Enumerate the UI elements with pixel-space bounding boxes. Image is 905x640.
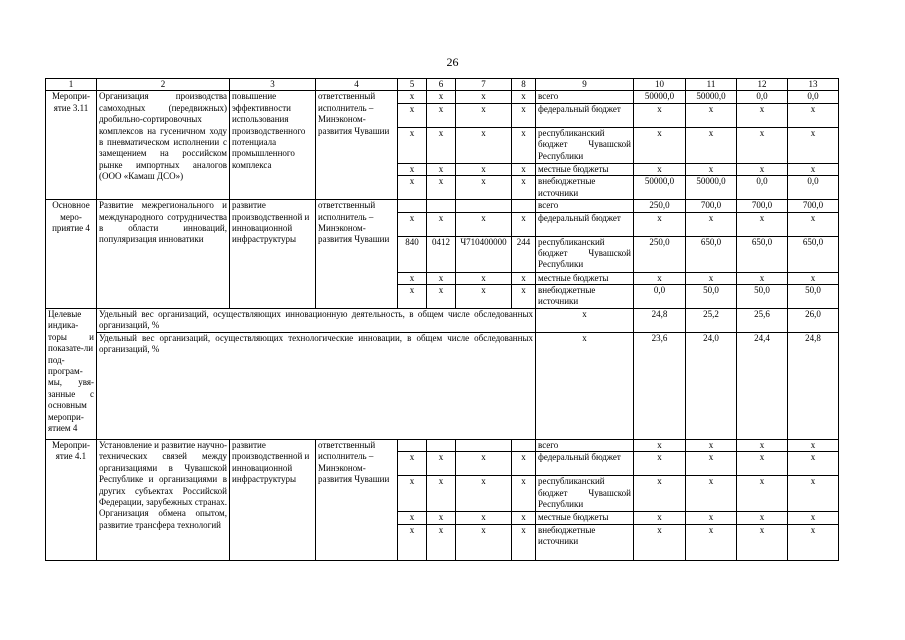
expense-group-cell: x xyxy=(512,127,536,163)
expense-group-cell: 244 xyxy=(512,236,536,272)
grbs-cell: x xyxy=(398,452,427,476)
value-cell: x xyxy=(634,440,686,452)
value-cell: x xyxy=(788,103,839,127)
header-cell: 4 xyxy=(316,79,398,91)
value-cell: x xyxy=(634,103,686,127)
target-article-cell: x xyxy=(456,512,512,524)
value-cell: 250,0 xyxy=(634,236,686,272)
funding-source: местные бюджеты xyxy=(536,512,634,524)
grbs-cell: x xyxy=(398,285,427,309)
value-cell: x xyxy=(686,163,737,175)
table-row xyxy=(46,200,839,212)
header-cell: 8 xyxy=(512,79,536,91)
value-cell: x xyxy=(788,163,839,175)
table-row xyxy=(46,91,839,103)
value-cell: 50,0 xyxy=(788,285,839,309)
value-cell: 0,0 xyxy=(634,285,686,309)
value-cell: 700,0 xyxy=(686,200,737,212)
value-cell: 650,0 xyxy=(686,236,737,272)
value-cell: x xyxy=(686,212,737,236)
page-number: 26 xyxy=(446,55,459,69)
indicator-source-cell: x xyxy=(536,333,634,440)
header-cell: 10 xyxy=(634,79,686,91)
section-cell: x xyxy=(427,163,456,175)
header-cell: 9 xyxy=(536,79,634,91)
expense-group-cell: x xyxy=(512,512,536,524)
value-cell: 24,8 xyxy=(634,309,686,333)
header-cell: 11 xyxy=(686,79,737,91)
value-cell: 24,8 xyxy=(788,333,839,440)
measure-goal: развитие производственной и инновационной инфраструктуры xyxy=(230,200,316,309)
measure-name: Меропри-ятие 4.1 xyxy=(46,440,97,561)
funding-source: внебюджетные источники xyxy=(536,524,634,560)
value-cell: 0,0 xyxy=(737,176,788,200)
section-cell xyxy=(427,200,456,212)
value-cell: 700,0 xyxy=(737,200,788,212)
value-cell: x xyxy=(634,452,686,476)
header-cell: 5 xyxy=(398,79,427,91)
section-cell: x xyxy=(427,127,456,163)
value-cell: 50000,0 xyxy=(686,176,737,200)
grbs-cell: 840 xyxy=(398,236,427,272)
funding-source: всего xyxy=(536,200,634,212)
measure-goal: развитие производственной и инновационной инфраструктуры xyxy=(230,440,316,561)
expense-group-cell xyxy=(512,440,536,452)
column-number-row xyxy=(46,79,839,91)
table-row xyxy=(46,309,839,333)
section-cell: x xyxy=(427,452,456,476)
expense-group-cell: x xyxy=(512,524,536,560)
value-cell: x xyxy=(686,524,737,560)
grbs-cell: x xyxy=(398,103,427,127)
target-article-cell: x xyxy=(456,212,512,236)
indicator-text: Удельный вес организаций, осуществляющих технологические инновации, в общем числе обследованных организаций, % xyxy=(97,333,536,440)
header-cell: 1 xyxy=(46,79,97,91)
value-cell: 50,0 xyxy=(686,285,737,309)
header-cell: 13 xyxy=(788,79,839,91)
value-cell: 50000,0 xyxy=(686,91,737,103)
expense-group-cell: x xyxy=(512,285,536,309)
indicator-text: Удельный вес организаций, осуществляющих инновационную деятельность, в общем числе обследованных организаций, % xyxy=(97,309,536,333)
grbs-cell xyxy=(398,440,427,452)
measure-executor: ответственный исполнитель – Минэконом-развития Чувашии xyxy=(316,440,398,561)
value-cell: x xyxy=(737,272,788,284)
header-cell: 12 xyxy=(737,79,788,91)
value-cell: x xyxy=(788,212,839,236)
expense-group-cell: x xyxy=(512,91,536,103)
value-cell: x xyxy=(737,476,788,512)
section-cell: x xyxy=(427,272,456,284)
expense-group-cell: x xyxy=(512,452,536,476)
target-article-cell: x xyxy=(456,272,512,284)
value-cell: 26,0 xyxy=(788,309,839,333)
measure-description: Организация производства самоходных (передвижных) дробильно-сортировочных комплексов на гусеничном ходу в пневматическом исполнении с замещением на российском рынке импортных аналогов (ООО «Камаш ДСО») xyxy=(97,91,230,200)
section-cell: x xyxy=(427,285,456,309)
header-cell: 2 xyxy=(97,79,230,91)
target-article-cell: x xyxy=(456,127,512,163)
value-cell: x xyxy=(686,103,737,127)
grbs-cell: x xyxy=(398,212,427,236)
value-cell: x xyxy=(737,512,788,524)
value-cell: 0,0 xyxy=(788,91,839,103)
value-cell: x xyxy=(634,476,686,512)
measure-description: Установление и развитие научно-технических связей между организациями в Чувашской Республике и организациями в других субъектах Российской Федерации, зарубежных странах. Организация обмена опытом, развитие трансфера технологий xyxy=(97,440,230,561)
value-cell: 700,0 xyxy=(788,200,839,212)
expense-group-cell xyxy=(512,200,536,212)
section-cell: x xyxy=(427,91,456,103)
funding-source: внебюджетные источники xyxy=(536,285,634,309)
grbs-cell: x xyxy=(398,476,427,512)
funding-source: федеральный бюджет xyxy=(536,103,634,127)
measure-executor: ответственный исполнитель – Минэконом-развития Чувашии xyxy=(316,200,398,309)
value-cell: x xyxy=(686,476,737,512)
grbs-cell: x xyxy=(398,524,427,560)
value-cell: x xyxy=(788,452,839,476)
value-cell: 50000,0 xyxy=(634,176,686,200)
section-cell: x xyxy=(427,103,456,127)
value-cell: x xyxy=(686,272,737,284)
value-cell: x xyxy=(737,163,788,175)
value-cell: x xyxy=(634,212,686,236)
measure-name: Меропри-ятие 3.11 xyxy=(46,91,97,200)
value-cell: x xyxy=(788,440,839,452)
section-cell: 0412 xyxy=(427,236,456,272)
value-cell: x xyxy=(737,127,788,163)
value-cell: 25,6 xyxy=(737,309,788,333)
measure-name: Основное меро-приятие 4 xyxy=(46,200,97,309)
value-cell: x xyxy=(737,212,788,236)
value-cell: x xyxy=(788,512,839,524)
value-cell: 25,2 xyxy=(686,309,737,333)
value-cell: 250,0 xyxy=(634,200,686,212)
value-cell: x xyxy=(788,524,839,560)
value-cell: x xyxy=(788,272,839,284)
expense-group-cell: x xyxy=(512,272,536,284)
expense-group-cell: x xyxy=(512,476,536,512)
value-cell: x xyxy=(737,103,788,127)
measure-goal: повышение эффективности использования производственного потенциала промышленного комплекса xyxy=(230,91,316,200)
expense-group-cell: x xyxy=(512,103,536,127)
value-cell: 50,0 xyxy=(737,285,788,309)
value-cell: x xyxy=(686,452,737,476)
expense-group-cell: x xyxy=(512,212,536,236)
value-cell: x xyxy=(634,127,686,163)
funding-source: республиканский бюджет Чувашской Республики xyxy=(536,236,634,272)
target-article-cell: x xyxy=(456,103,512,127)
grbs-cell: x xyxy=(398,91,427,103)
value-cell: x xyxy=(686,127,737,163)
target-article-cell: x xyxy=(456,176,512,200)
funding-source: всего xyxy=(536,440,634,452)
section-cell: x xyxy=(427,524,456,560)
header-cell: 3 xyxy=(230,79,316,91)
target-article-cell: x xyxy=(456,476,512,512)
value-cell: x xyxy=(686,512,737,524)
grbs-cell: x xyxy=(398,163,427,175)
section-cell: x xyxy=(427,212,456,236)
expense-group-cell: x xyxy=(512,176,536,200)
target-article-cell: Ч710400000 xyxy=(456,236,512,272)
funding-source: местные бюджеты xyxy=(536,272,634,284)
header-cell: 7 xyxy=(456,79,512,91)
value-cell: x xyxy=(737,524,788,560)
value-cell: x xyxy=(686,440,737,452)
value-cell: x xyxy=(634,512,686,524)
section-cell xyxy=(427,440,456,452)
target-article-cell: x xyxy=(456,452,512,476)
table-row xyxy=(46,333,839,440)
financing-table xyxy=(45,78,839,561)
value-cell: x xyxy=(788,127,839,163)
funding-source: федеральный бюджет xyxy=(536,212,634,236)
funding-source: федеральный бюджет xyxy=(536,452,634,476)
value-cell: x xyxy=(737,440,788,452)
funding-source: внебюджетные источники xyxy=(536,176,634,200)
value-cell: 650,0 xyxy=(788,236,839,272)
value-cell: x xyxy=(634,163,686,175)
section-cell: x xyxy=(427,512,456,524)
value-cell: 23,6 xyxy=(634,333,686,440)
target-article-cell: x xyxy=(456,163,512,175)
value-cell: 24,0 xyxy=(686,333,737,440)
value-cell: 0,0 xyxy=(788,176,839,200)
grbs-cell: x xyxy=(398,512,427,524)
target-article-cell: x xyxy=(456,524,512,560)
target-article-cell xyxy=(456,200,512,212)
indicator-source-cell: x xyxy=(536,309,634,333)
expense-group-cell: x xyxy=(512,163,536,175)
funding-source: местные бюджеты xyxy=(536,163,634,175)
target-article-cell: x xyxy=(456,91,512,103)
target-article-cell: x xyxy=(456,285,512,309)
funding-source: всего xyxy=(536,91,634,103)
indicators-label: Целевые индика-торы и показате-ли под-програм-мы, увя-занные с основным меропри-ятием 4 xyxy=(46,309,97,440)
value-cell: 24,4 xyxy=(737,333,788,440)
funding-source: республиканский бюджет Чувашской Республики xyxy=(536,476,634,512)
value-cell: x xyxy=(737,452,788,476)
value-cell: 50000,0 xyxy=(634,91,686,103)
target-article-cell xyxy=(456,440,512,452)
section-cell: x xyxy=(427,476,456,512)
section-cell: x xyxy=(427,176,456,200)
grbs-cell: x xyxy=(398,176,427,200)
value-cell: 0,0 xyxy=(737,91,788,103)
funding-source: республиканский бюджет Чувашской Республики xyxy=(536,127,634,163)
value-cell: x xyxy=(634,524,686,560)
grbs-cell xyxy=(398,200,427,212)
grbs-cell: x xyxy=(398,272,427,284)
header-cell: 6 xyxy=(427,79,456,91)
value-cell: 650,0 xyxy=(737,236,788,272)
value-cell: x xyxy=(788,476,839,512)
measure-executor: ответственный исполнитель – Минэконом-развития Чувашии xyxy=(316,91,398,200)
value-cell: x xyxy=(634,272,686,284)
grbs-cell: x xyxy=(398,127,427,163)
table-row xyxy=(46,440,839,452)
measure-description: Развитие межрегионального и международного сотрудничества в области инноваций, популяризация инноватики xyxy=(97,200,230,309)
